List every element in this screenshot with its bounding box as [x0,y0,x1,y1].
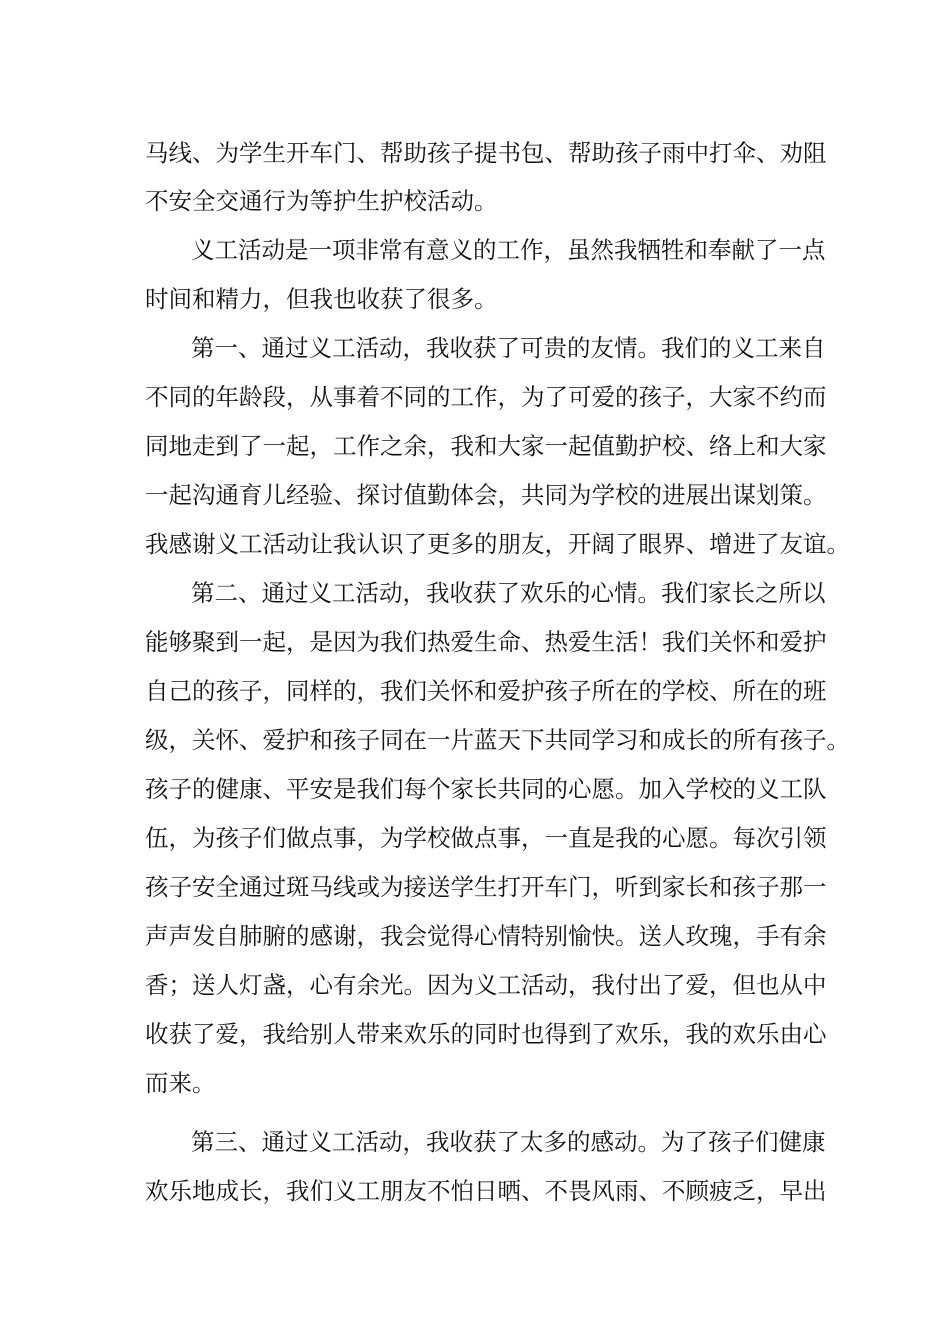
text-line: 同地走到了一起，工作之余，我和大家一起值勤护校、络上和大家 [145,432,827,460]
paragraph-start-line: 义工活动是一项非常有意义的工作，虽然我牺牲和奉献了一点 [191,236,826,264]
text-line: 马线、为学生开车门、帮助孩子提书包、帮助孩子雨中打伞、劝阻 [145,139,827,167]
text-line: 能够聚到一起，是因为我们热爱生命、热爱生活！我们关怀和爱护 [145,628,827,656]
text-line: 声声发自肺腑的感谢，我会觉得心情特别愉快。送人玫瑰，手有余 [145,922,827,950]
text-line: 而来。 [145,1069,216,1097]
text-line: 孩子安全通过斑马线或为接送学生打开车门，听到家长和孩子那一 [145,873,827,901]
text-line: 收获了爱，我给别人带来欢乐的同时也得到了欢乐，我的欢乐由心 [145,1020,827,1048]
text-line: 伍，为孩子们做点事，为学校做点事，一直是我的心愿。每次引领 [145,824,827,852]
text-line: 香；送人灯盏，心有余光。因为义工活动，我付出了爱，但也从中 [145,971,827,999]
text-line: 级，关怀、爱护和孩子同在一片蓝天下共同学习和成长的所有孩子。 [145,726,850,754]
text-line: 不安全交通行为等护生护校活动。 [145,187,498,215]
paragraph-start-line: 第一、通过义工活动，我收获了可贵的友情。我们的义工来自 [191,334,826,362]
text-line: 自己的孩子，同样的，我们关怀和爱护孩子所在的学校、所在的班 [145,677,827,705]
text-line: 孩子的健康、平安是我们每个家长共同的心愿。加入学校的义工队 [145,775,827,803]
paragraph-start-line: 第三、通过义工活动，我收获了太多的感动。为了孩子们健康 [191,1128,826,1156]
text-line: 一起沟通育儿经验、探讨值勤体会，共同为学校的进展出谋划策。 [145,481,827,509]
text-line: 我感谢义工活动让我认识了更多的朋友，开阔了眼界、增进了友谊。 [145,530,850,558]
text-line: 欢乐地成长，我们义工朋友不怕日晒、不畏风雨、不顾疲乏，早出 [145,1177,827,1205]
text-line: 不同的年龄段，从事着不同的工作，为了可爱的孩子，大家不约而 [145,383,827,411]
paragraph-start-line: 第二、通过义工活动，我收获了欢乐的心情。我们家长之所以 [191,579,826,607]
text-line: 时间和精力，但我也收获了很多。 [145,285,498,313]
